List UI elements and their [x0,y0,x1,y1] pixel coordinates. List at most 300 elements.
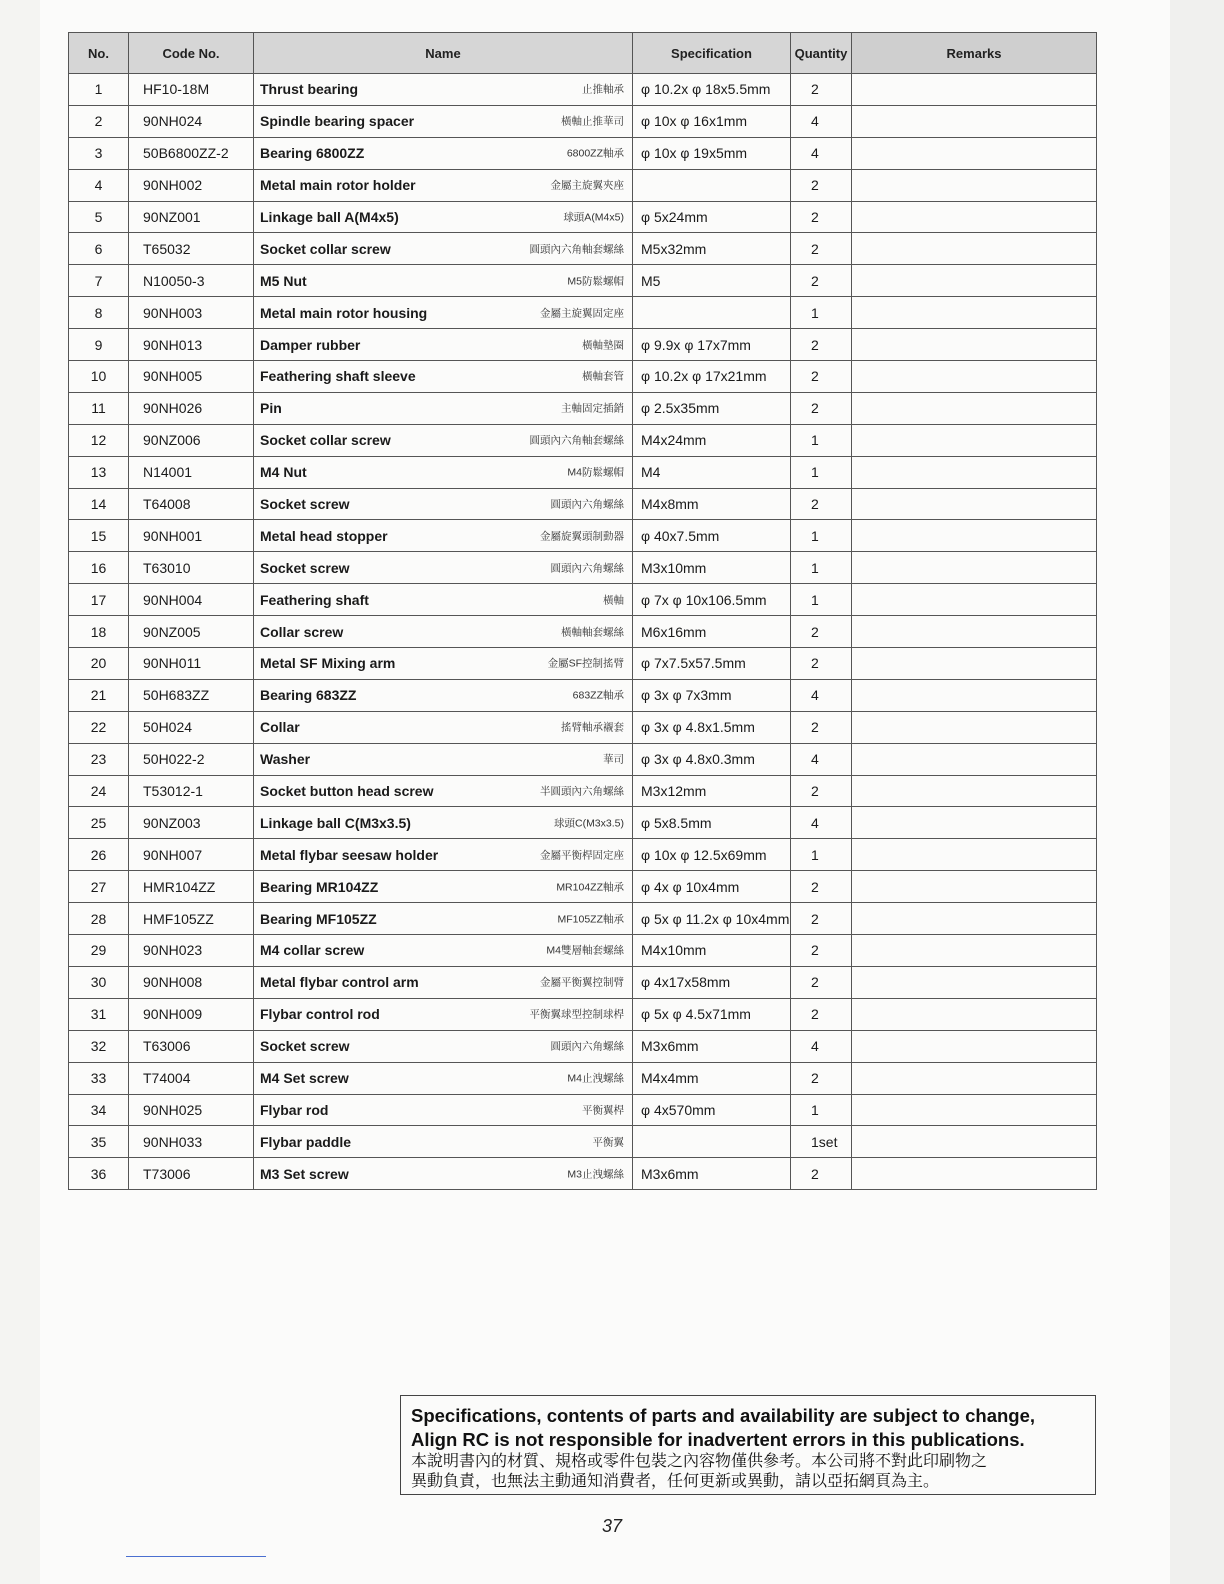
row-no: 21 [69,679,129,711]
row-name-en: Metal flybar seesaw holder [260,846,439,863]
row-code: 90NZ006 [129,424,254,456]
row-name-zh: 金屬平衡翼控制臂 [540,976,624,989]
row-name-zh: 金屬主旋翼固定座 [540,307,624,320]
table-row [69,871,1097,903]
row-code: T73006 [129,1158,254,1190]
row-qty: 1 [791,520,852,552]
row-name-cell [254,679,633,711]
row-remarks [852,265,1097,297]
table-row [69,74,1097,106]
header-no: No. [69,33,129,74]
table-row [69,552,1097,584]
row-no: 1 [69,74,129,106]
row-spec: φ 3x φ 4.8x0.3mm [633,743,791,775]
table-row [69,329,1097,361]
row-remarks [852,743,1097,775]
notice-zh-line-1: 本說明書內的材質、規格或零件包裝之內容物僅供參考。本公司將不對此印刷物之 [411,1453,988,1470]
row-name-en: Pin [260,400,282,417]
row-code: 90NH003 [129,297,254,329]
row-spec: M3x6mm [633,1030,791,1062]
row-code: T63010 [129,552,254,584]
row-code: 90NZ003 [129,807,254,839]
row-name-en: Socket collar screw [260,240,391,257]
row-spec: φ 2.5x35mm [633,392,791,424]
row-remarks [852,456,1097,488]
row-remarks [852,361,1097,393]
row-qty: 2 [791,775,852,807]
row-name-cell [254,105,633,137]
row-qty: 2 [791,711,852,743]
row-no: 14 [69,488,129,520]
row-no: 28 [69,903,129,935]
row-remarks [852,74,1097,106]
row-remarks [852,871,1097,903]
row-name-zh: MR104ZZ軸承 [556,881,624,894]
table-row [69,1094,1097,1126]
table-row [69,361,1097,393]
row-code: 90NH024 [129,105,254,137]
row-spec: M3x6mm [633,1158,791,1190]
row-remarks [852,648,1097,680]
row-code: 50H024 [129,711,254,743]
row-remarks [852,1030,1097,1062]
row-qty: 2 [791,329,852,361]
row-name-en: M4 Nut [260,464,307,481]
row-name-cell [254,74,633,106]
page-edge [1170,0,1224,1584]
row-qty: 1 [791,1094,852,1126]
row-no: 35 [69,1126,129,1158]
row-no: 29 [69,935,129,967]
row-spec: M5 [633,265,791,297]
row-name-en: Flybar paddle [260,1133,352,1150]
row-spec: φ 4x570mm [633,1094,791,1126]
row-name-en: Socket collar screw [260,432,391,449]
row-spec [633,1126,791,1158]
table-row [69,743,1097,775]
row-no: 8 [69,297,129,329]
row-remarks [852,424,1097,456]
table-row [69,584,1097,616]
row-qty: 2 [791,616,852,648]
table-row [69,966,1097,998]
disclaimer-notice [400,1395,1096,1495]
row-name-en: Flybar control rod [260,1006,380,1023]
row-name-cell [254,488,633,520]
row-qty: 4 [791,679,852,711]
table-row [69,392,1097,424]
row-code: 90NH005 [129,361,254,393]
row-qty: 4 [791,137,852,169]
row-qty: 1 [791,839,852,871]
notice-zh-line-2: 異動負責，也無法主動通知消費者，任何更新或異動，請以亞拓網頁為主。 [411,1473,940,1490]
row-name-en: Socket screw [260,559,350,576]
row-no: 9 [69,329,129,361]
row-code: 90NH025 [129,1094,254,1126]
page-number: 37 [601,1516,623,1536]
row-no: 33 [69,1062,129,1094]
row-code: N14001 [129,456,254,488]
row-no: 30 [69,966,129,998]
row-name-cell [254,233,633,265]
row-name-zh: 主軸固定插銷 [561,402,624,415]
row-name-cell [254,201,633,233]
row-name-cell [254,903,633,935]
table-row [69,105,1097,137]
row-name-zh: M4雙層軸套螺絲 [546,944,624,957]
row-remarks [852,616,1097,648]
row-remarks [852,1158,1097,1190]
row-code: 90NH023 [129,935,254,967]
row-remarks [852,201,1097,233]
row-name-cell [254,1158,633,1190]
table-row [69,998,1097,1030]
row-qty: 2 [791,361,852,393]
row-remarks [852,998,1097,1030]
row-code: T64008 [129,488,254,520]
row-code: 90NH011 [129,648,254,680]
row-name-en: Feathering shaft sleeve [260,368,416,385]
row-remarks [852,137,1097,169]
row-no: 20 [69,648,129,680]
row-name-cell [254,839,633,871]
row-name-zh: 華司 [603,753,624,766]
row-no: 36 [69,1158,129,1190]
table-row [69,711,1097,743]
row-code: T63006 [129,1030,254,1062]
row-remarks [852,807,1097,839]
row-name-en: Metal main rotor holder [260,177,416,194]
row-spec: φ 40x7.5mm [633,520,791,552]
row-name-zh: 金屬SF控制搖臂 [547,657,624,670]
row-spec: φ 10x φ 12.5x69mm [633,839,791,871]
row-remarks [852,392,1097,424]
row-qty: 2 [791,998,852,1030]
row-no: 2 [69,105,129,137]
row-name-zh: 圓頭內六角螺絲 [550,1040,624,1053]
header-name: Name [254,33,633,74]
row-remarks [852,105,1097,137]
row-remarks [852,711,1097,743]
row-name-zh: 圓頭內六角螺絲 [550,562,624,575]
row-remarks [852,520,1097,552]
table-row [69,137,1097,169]
row-name-zh: M4止洩螺絲 [567,1072,624,1085]
row-name-en: Metal SF Mixing arm [260,655,396,672]
row-name-cell [254,775,633,807]
row-spec [633,297,791,329]
row-qty: 2 [791,648,852,680]
row-name-en: M4 collar screw [260,942,365,959]
row-no: 11 [69,392,129,424]
table-row [69,616,1097,648]
row-code: 50H022-2 [129,743,254,775]
row-name-zh: 止推軸承 [582,83,624,96]
row-name-cell [254,935,633,967]
row-name-en: Linkage ball C(M3x3.5) [260,814,411,831]
table-row [69,839,1097,871]
notice-en-line-2: Align RC is not responsible for inadvertent errors in this publications. [411,1429,1025,1450]
row-code: N10050-3 [129,265,254,297]
row-qty: 2 [791,488,852,520]
row-name-en: Bearing MF105ZZ [260,910,377,927]
table-row [69,775,1097,807]
row-name-cell [254,265,633,297]
row-name-zh: MF105ZZ軸承 [557,913,624,926]
row-name-cell [254,137,633,169]
row-name-zh: M4防鬆螺帽 [567,466,624,479]
row-code: 90NH001 [129,520,254,552]
row-qty: 2 [791,392,852,424]
row-name-zh: 圓頭內六角軸套螺絲 [529,243,624,256]
row-qty: 1 [791,456,852,488]
row-remarks [852,903,1097,935]
row-name-zh: 金屬主旋翼夾座 [550,179,624,192]
table-row [69,265,1097,297]
row-code: 90NH007 [129,839,254,871]
row-name-zh: 球頭C(M3x3.5) [553,817,624,830]
row-name-zh: 圓頭內六角螺絲 [550,498,624,511]
row-spec: M3x12mm [633,775,791,807]
table-row [69,807,1097,839]
notice-en-line-1: Specifications, contents of parts and availability are subject to change, [411,1405,1036,1426]
row-name-en: Metal main rotor housing [260,304,428,321]
header-remarks: Remarks [852,33,1097,74]
row-spec: φ 7x7.5x57.5mm [633,648,791,680]
row-name-en: Bearing 6800ZZ [260,145,365,162]
row-qty: 2 [791,201,852,233]
row-qty: 4 [791,105,852,137]
row-spec: M4x24mm [633,424,791,456]
row-code: 50H683ZZ [129,679,254,711]
row-name-en: Linkage ball A(M4x5) [260,209,399,225]
row-name-zh: 平衡翼 [592,1136,624,1149]
row-name-en: Damper rubber [260,336,361,353]
row-name-en: Collar screw [260,623,344,640]
row-name-en: Bearing MR104ZZ [260,878,379,895]
row-code: 90NH002 [129,169,254,201]
row-name-cell [254,743,633,775]
row-spec [633,169,791,201]
row-code: 90NH008 [129,966,254,998]
row-name-cell [254,616,633,648]
row-code: HMR104ZZ [129,871,254,903]
row-name-zh: 橫軸軸套螺絲 [561,626,624,639]
row-qty: 2 [791,903,852,935]
row-qty: 2 [791,233,852,265]
row-code: T53012-1 [129,775,254,807]
row-name-zh: 金屬平衡桿固定座 [540,849,624,862]
row-name-cell [254,871,633,903]
row-name-cell [254,711,633,743]
header-qty: Quantity [791,33,852,74]
row-spec: φ 7x φ 10x106.5mm [633,584,791,616]
row-no: 10 [69,361,129,393]
row-name-cell [254,1094,633,1126]
table-row [69,679,1097,711]
table-row [69,201,1097,233]
row-remarks [852,679,1097,711]
row-name-cell [254,297,633,329]
header-spec: Specification [633,33,791,74]
row-no: 32 [69,1030,129,1062]
row-name-cell [254,552,633,584]
row-no: 5 [69,201,129,233]
row-code: 90NH026 [129,392,254,424]
row-spec: φ 10x φ 19x5mm [633,137,791,169]
row-no: 22 [69,711,129,743]
row-no: 34 [69,1094,129,1126]
row-no: 4 [69,169,129,201]
row-remarks [852,488,1097,520]
table-row [69,456,1097,488]
row-name-zh: 圓頭內六角軸套螺絲 [529,434,624,447]
row-spec: φ 5x φ 11.2x φ 10x4mm [633,903,791,935]
row-name-en: Socket button head screw [260,783,434,800]
row-qty: 2 [791,169,852,201]
table-row [69,1126,1097,1158]
row-name-cell [254,392,633,424]
row-name-cell [254,648,633,680]
row-code: 50B6800ZZ-2 [129,137,254,169]
row-name-cell [254,966,633,998]
row-spec: φ 5x φ 4.5x71mm [633,998,791,1030]
row-spec: φ 10.2x φ 17x21mm [633,361,791,393]
row-qty: 1 [791,584,852,616]
row-name-cell [254,456,633,488]
row-name-en: Socket screw [260,1038,350,1055]
table-row [69,520,1097,552]
row-remarks [852,584,1097,616]
table-row [69,424,1097,456]
row-name-zh: 金屬旋翼頭制動器 [540,530,624,543]
row-spec: M4 [633,456,791,488]
row-qty: 4 [791,1030,852,1062]
row-spec: φ 5x8.5mm [633,807,791,839]
row-spec: φ 4x17x58mm [633,966,791,998]
row-qty: 2 [791,74,852,106]
table-row [69,935,1097,967]
row-name-cell [254,424,633,456]
row-name-cell [254,361,633,393]
row-code: HMF105ZZ [129,903,254,935]
row-qty: 2 [791,966,852,998]
row-name-en: M5 Nut [260,272,307,289]
row-name-en: Washer [260,751,311,768]
row-spec: M6x16mm [633,616,791,648]
table-header-row [69,33,1097,74]
row-name-zh: 搖臂軸承襯套 [561,721,624,734]
footer-rule [126,1556,266,1557]
table-row [69,1062,1097,1094]
row-spec: M4x8mm [633,488,791,520]
row-name-en: Flybar rod [260,1101,329,1118]
row-name-zh: M5防鬆螺帽 [567,275,624,288]
row-name-zh: 橫軸止推華司 [561,115,624,128]
row-remarks [852,935,1097,967]
row-name-en: Metal head stopper [260,527,388,544]
row-remarks [852,233,1097,265]
row-remarks [852,1094,1097,1126]
row-name-en: Socket screw [260,496,350,513]
row-name-en: M3 Set screw [260,1165,349,1182]
row-qty: 2 [791,935,852,967]
row-spec: φ 9.9x φ 17x7mm [633,329,791,361]
row-remarks [852,966,1097,998]
row-spec: M4x4mm [633,1062,791,1094]
row-code: 90NH033 [129,1126,254,1158]
row-name-cell [254,520,633,552]
row-remarks [852,1126,1097,1158]
row-qty: 4 [791,743,852,775]
row-name-zh: 半圓頭內六角螺絲 [540,785,624,798]
row-name-zh: 球頭A(M4x5) [563,211,624,224]
row-name-en: Metal flybar control arm [260,974,419,991]
row-qty: 1set [791,1126,852,1158]
row-remarks [852,839,1097,871]
row-spec: φ 10x φ 16x1mm [633,105,791,137]
row-no: 12 [69,424,129,456]
parts-table-body [69,74,1097,1190]
row-no: 13 [69,456,129,488]
row-qty: 4 [791,807,852,839]
parts-table [68,32,1097,1190]
row-code: 90NH009 [129,998,254,1030]
row-no: 15 [69,520,129,552]
row-no: 16 [69,552,129,584]
row-code: 90NH004 [129,584,254,616]
row-spec: φ 5x24mm [633,201,791,233]
row-code: 90NH013 [129,329,254,361]
row-spec: M3x10mm [633,552,791,584]
row-name-en: Thrust bearing [260,81,359,98]
row-name-cell [254,1030,633,1062]
row-qty: 1 [791,552,852,584]
table-row [69,297,1097,329]
table-row [69,648,1097,680]
row-name-en: Collar [260,719,300,736]
row-spec: φ 4x φ 10x4mm [633,871,791,903]
row-name-en: Feathering shaft [260,591,369,608]
row-name-zh: M3止洩螺絲 [567,1168,624,1181]
row-name-en: M4 Set screw [260,1070,349,1087]
row-code: T74004 [129,1062,254,1094]
row-code: 90NZ001 [129,201,254,233]
row-qty: 2 [791,1062,852,1094]
table-row [69,233,1097,265]
row-name-en: Bearing 683ZZ [260,687,357,704]
row-no: 24 [69,775,129,807]
row-remarks [852,297,1097,329]
row-name-zh: 平衡翼桿 [582,1104,624,1117]
row-name-zh: 6800ZZ軸承 [566,147,624,160]
row-name-cell [254,584,633,616]
row-name-zh: 橫軸 [603,594,624,607]
row-spec: M5x32mm [633,233,791,265]
row-no: 3 [69,137,129,169]
table-row [69,1158,1097,1190]
row-name-cell [254,1126,633,1158]
row-remarks [852,552,1097,584]
table-row [69,488,1097,520]
row-name-cell [254,1062,633,1094]
header-code: Code No. [129,33,254,74]
table-row [69,1030,1097,1062]
row-qty: 1 [791,297,852,329]
row-no: 27 [69,871,129,903]
row-name-cell [254,169,633,201]
row-qty: 1 [791,424,852,456]
